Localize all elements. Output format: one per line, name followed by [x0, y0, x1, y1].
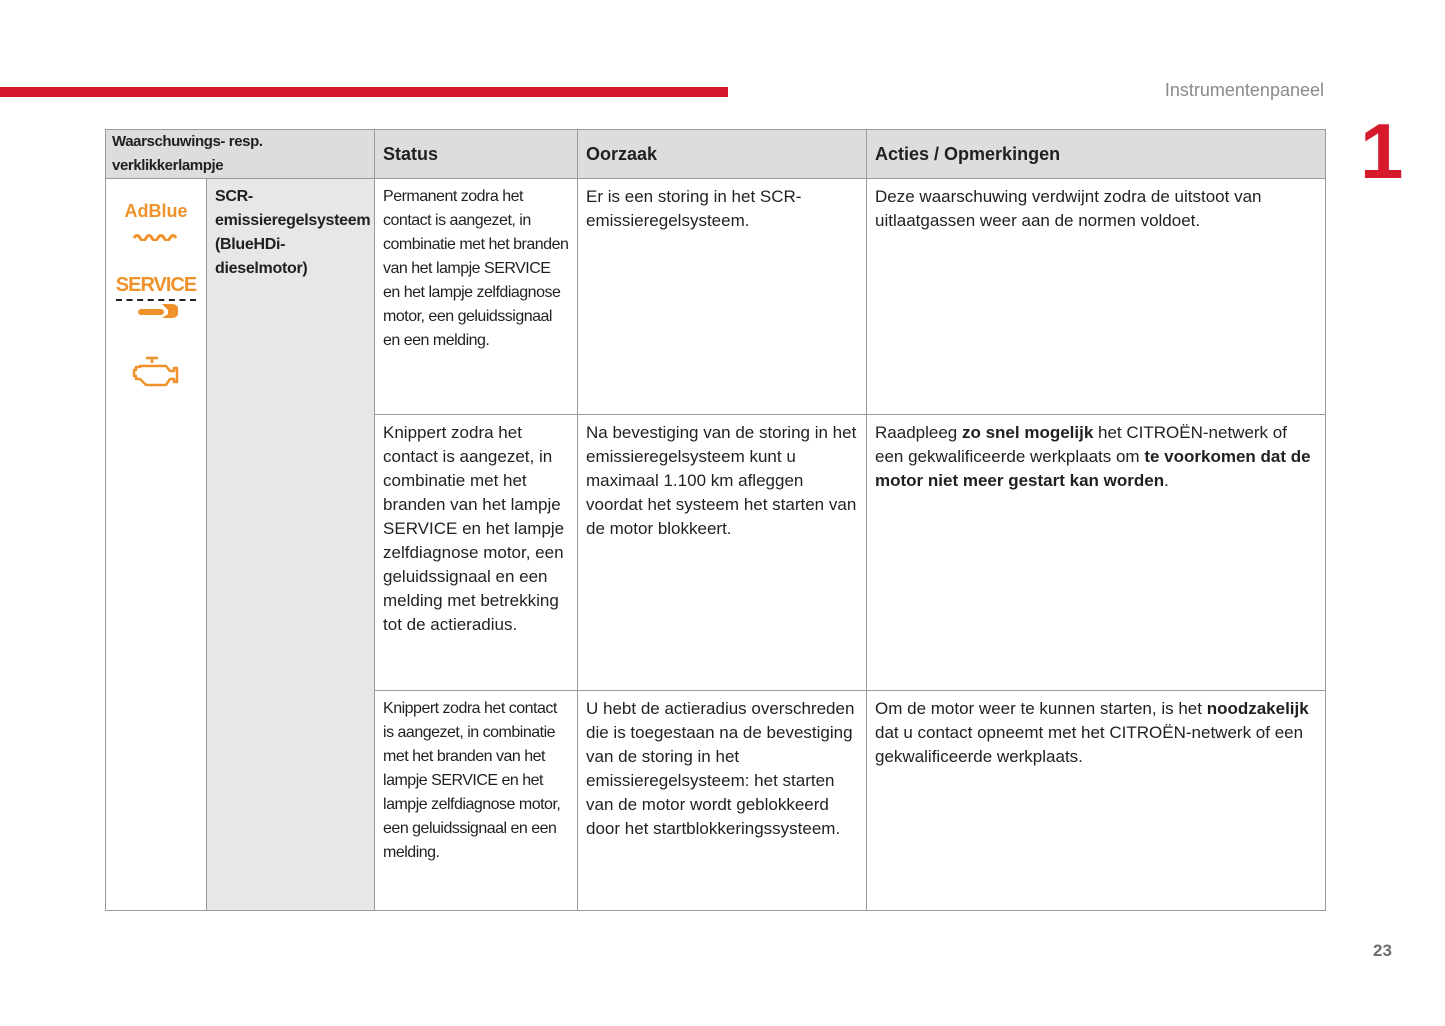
action-cell: Raadpleeg zo snel mogelijk het CITROËN-netwerk of een gekwalificeerde werkplaats om te voorkomen dat de motor niet meer gestart kan worden.	[867, 415, 1326, 691]
warning-lamp-table	[105, 129, 1326, 911]
header-cause: Oorzaak	[578, 130, 867, 179]
section-title: Instrumentenpaneel	[1164, 80, 1324, 100]
status-cell: Knippert zodra het contact is aangezet, in combinatie met het branden van het lampje SERVICE en het lampje zelfdiagnose motor, een geluidssignaal en een melding met betrekking tot de actieradius.	[375, 415, 578, 691]
table-row	[106, 179, 1326, 415]
cause-cell: U hebt de actieradius overschreden die is toegestaan na de bevestiging van de storing in het emissieregelsysteem: het starten van de motor wordt geblokkeerd door het startblokkeringssysteem.	[578, 691, 867, 911]
lamp-name: SCR-emissieregelsysteem (BlueHDi-dieselmotor)	[207, 179, 375, 911]
action-cell: Deze waarschuwing verdwijnt zodra de uitstoot van uitlaatgassen weer aan de normen voldoet.	[867, 179, 1326, 415]
action-cell: Om de motor weer te kunnen starten, is het noodzakelijk dat u contact opneemt met het CITROËN-netwerk of een gekwalificeerde werkplaats.	[867, 691, 1326, 911]
engine-check-icon	[114, 354, 198, 397]
chapter-number: 1	[1360, 107, 1404, 195]
header-status: Status	[375, 130, 578, 179]
adblue-icon: AdBlue	[114, 199, 198, 247]
red-accent-bar	[0, 87, 728, 97]
header-actions: Acties / Opmerkingen	[867, 130, 1326, 179]
header-lamp: Waarschuwings- resp. verklikkerlampje	[106, 130, 375, 179]
table-header	[106, 130, 1326, 179]
page-number: 23	[1373, 941, 1392, 960]
service-wrench-icon: SERVICE	[114, 273, 198, 328]
status-cell: Knippert zodra het contact is aangezet, in combinatie met het branden van het lampje SERVICE en het lampje zelfdiagnose motor, een geluidssignaal en een melding.	[375, 691, 578, 911]
cause-cell: Na bevestiging van de storing in het emissieregelsysteem kunt u maximaal 1.100 km afleggen voordat het systeem het starten van de motor blokkeert.	[578, 415, 867, 691]
status-cell: Permanent zodra het contact is aangezet, in combinatie met het branden van het lampje SERVICE en het lampje zelfdiagnose motor, een geluidssignaal en een melding.	[375, 179, 578, 415]
lamp-icons	[106, 179, 207, 911]
cause-cell: Er is een storing in het SCR-emissieregelsysteem.	[578, 179, 867, 415]
